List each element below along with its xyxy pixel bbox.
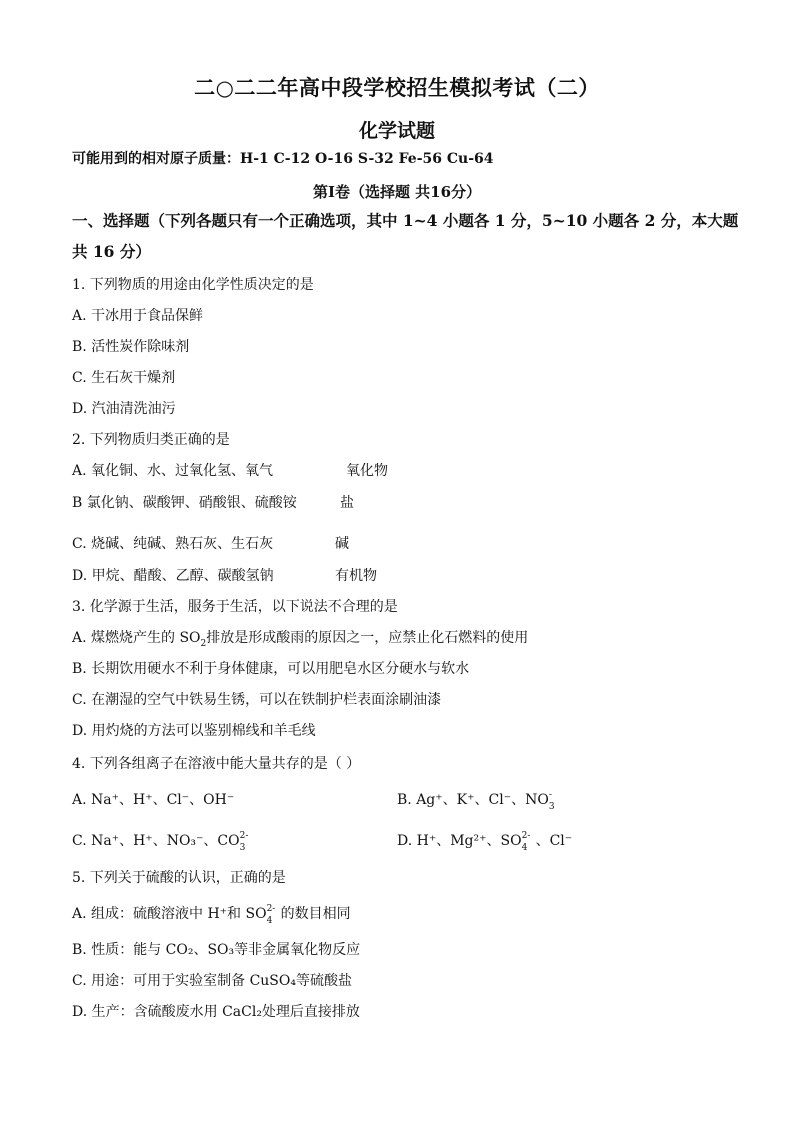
q2-option-b: B 氯化钠、碳酸钾、硝酸银、硫酸铵 [72,495,297,511]
q1-option-d: D. 汽油清洗油污 [72,401,176,417]
q5-option-d: D. 生产：含硫酸废水用 CaCl₂处理后直接排放 [72,1004,360,1020]
q4-option-b: B. Ag⁺、K⁺、Cl⁻、NO - 3 [397,790,555,812]
q1-option-a: A. 干冰用于食品保鲜 [72,308,204,324]
q3-option-c: C. 在潮湿的空气中铁易生锈，可以在铁制护栏表面涂刷油漆 [72,692,442,708]
q3-option-d: D. 用灼烧的方法可以鉴别棉线和羊毛线 [72,723,316,739]
q4-option-d: D. H⁺、Mg²⁺、SO 2- 4 、Cl⁻ [397,831,573,853]
exam-title: 二○二二年高中段学校招生模拟考试（二） [194,75,600,100]
section-heading-line1: 一、选择题（下列各题只有一个正确选项，其中 1~4 小题各 1 分，5~10 小题各 2 分，本大题 [72,211,739,230]
q5-option-b: B. 性质：能与 CO₂、SO₃等非金属氧化物反应 [72,942,361,958]
q2-option-a-class: 氧化物 [346,463,388,479]
q2-option-b-class: 盐 [340,495,354,511]
q2-option-a: A. 氧化铜、水、过氧化氢、氧气 [72,463,274,479]
q2-stem: 2. 下列物质归类正确的是 [72,432,230,448]
q4-option-c: C. Na⁺、H⁺、NO₃⁻、CO 2- 3 [72,831,249,853]
q5-option-a: A. 组成：硫酸溶液中 H⁺和 SO 2- 4 的数目相同 [72,904,351,926]
q2-option-d: D. 甲烷、醋酸、乙醇、碳酸氢钠 [72,568,274,584]
q1-stem: 1. 下列物质的用途由化学性质决定的是 [72,277,314,293]
q2-option-d-class: 有机物 [335,568,377,584]
exam-subtitle: 化学试题 [358,120,435,142]
q4-option-a: A. Na⁺、H⁺、Cl⁻、OH⁻ [72,792,235,808]
q1-option-c: C. 生石灰干燥剂 [72,370,176,386]
q1-option-b: B. 活性炭作除味剂 [72,339,190,355]
q3-option-b: B. 长期饮用硬水不利于身体健康，可以用肥皂水区分硬水与软水 [72,661,470,677]
section-heading-line2: 共 16 分） [72,242,151,261]
q2-option-c-class: 碱 [335,536,349,552]
q5-stem: 5. 下列关于硫酸的认识，正确的是 [72,870,286,886]
part-title: 第Ⅰ卷（选择题 共16分） [312,183,482,201]
q5-option-c: C. 用途：可用于实验室制备 CuSO₄等硫酸盐 [72,973,352,989]
q3-option-a: A. 煤燃烧产生的 $SO_2$排放是形成酸雨的原因之一，应禁止化石燃料的使用 [72,630,529,649]
q4-stem: 4. 下列各组离子在溶液中能大量共存的是（ ） [72,756,361,772]
atomic-masses: 可能用到的相对原子质量：H-1 C-12 O-16 S-32 Fe-56 Cu-64 [72,151,494,167]
q3-stem: 3. 化学源于生活，服务于生活，以下说法不合理的是 [72,599,398,615]
q2-option-c: C. 烧碱、纯碱、熟石灰、生石灰 [72,536,274,552]
